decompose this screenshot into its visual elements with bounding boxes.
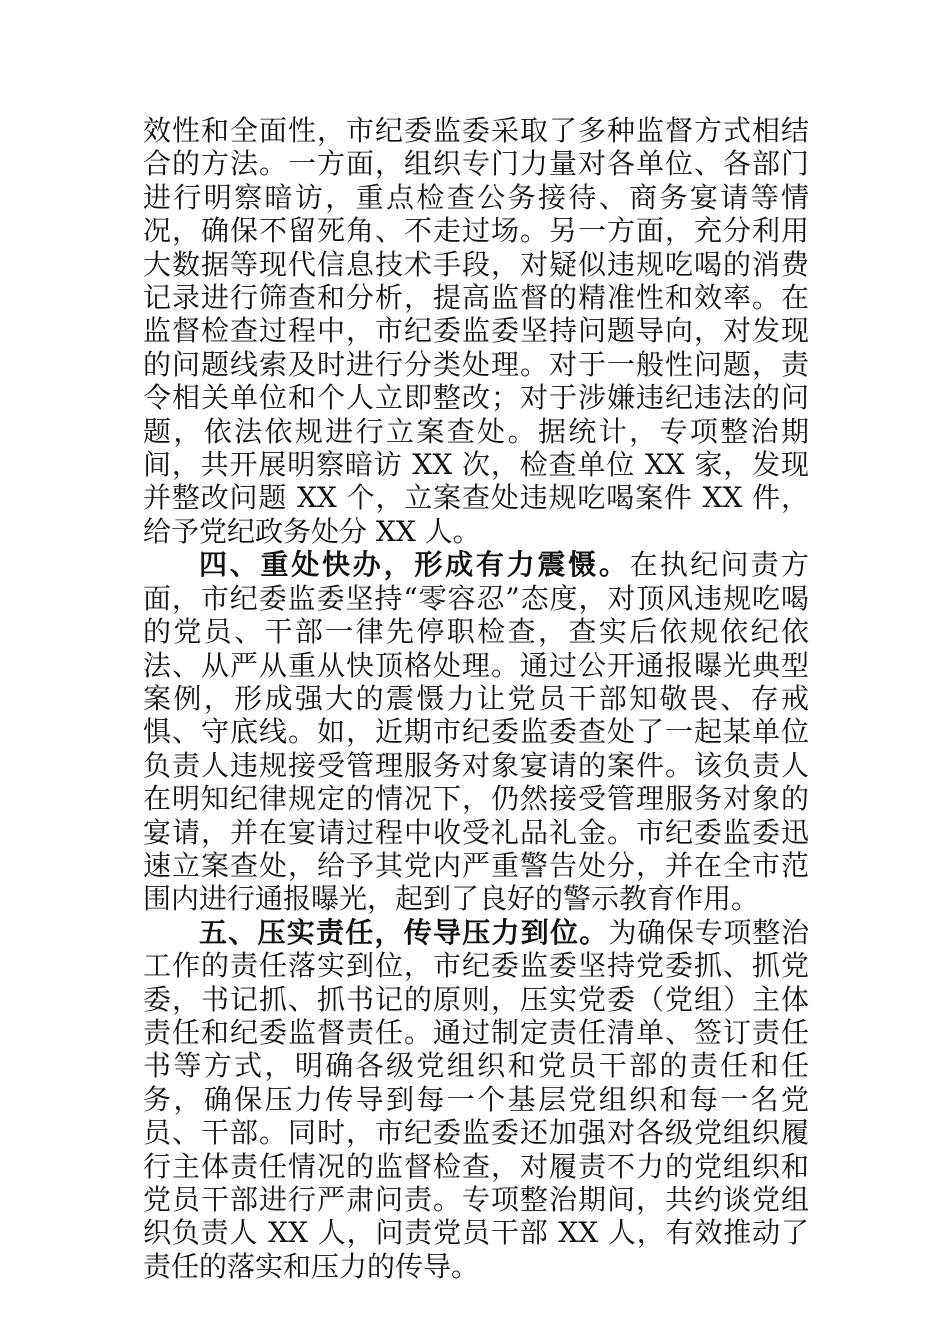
paragraph-text: 效性和全面性，市纪委监委采取了多种监督方式相结合的方法。一方面，组织专门力量对各单位、各部门进行明察暗访，重点检查公务接待、商务宴请等情况，确保不留死角、不走过场。另一方面，充分利用大数据等现代信息技术手段，对疑似违规吃喝的消费记录进行筛查和分析，提高监督的精准性和效率。在监督检查过程中，市纪委监委坚持问题导向，对发现的问题线索及时进行分类处理。对于一般性问题，责令相关单位和个人立即整改；对于涉嫌违纪违法的问题，依法依规进行立案查处。据统计，专项整治期间，共开展明察暗访 XX 次，检查单位 XX 家，发现并整改问题 XX 个，立案查处违规吃喝案件 XX 件，给予党纪政务处分 XX 人。 <box>143 114 809 548</box>
paragraph-continuation <box>143 114 809 548</box>
paragraph-text: 在执纪问责方面，市纪委监委坚持“零容忍”态度，对顶风违规吃喝的党员、干部一律先停职检查，查实后依规依纪依法、从严从重从快顶格处理。通过公开通报曝光典型案例，形成强大的震慑力让党员干部知敬畏、存戒惧、守底线。如，近期市纪委监委查处了一起某单位负责人违规接受管理服务对象宴请的案件。该负责人在明知纪律规定的情况下，仍然接受管理服务对象的宴请，并在宴请过程中收受礼品礼金。市纪委监委迅速立案查处，给予其党内严重警告处分，并在全市范围内进行通报曝光，起到了良好的警示教育作用。 <box>143 548 809 916</box>
document-body <box>143 114 809 1283</box>
paragraph-section-four <box>143 548 809 915</box>
paragraph-section-five <box>143 916 809 1283</box>
section-heading: 四、重处快办，形成有力震慑。 <box>199 548 630 582</box>
paragraph-text: 为确保专项整治工作的责任落实到位，市纪委监委坚持党委抓、抓党委，书记抓、抓书记的原则，压实党委（党组）主体责任和纪委监督责任。通过制定责任清单、签订责任书等方式，明确各级党组织和党员干部的责任和任务，确保压力传导到每一个基层党组织和每一名党员、干部。同时，市纪委监委还加强对各级党组织履行主体责任情况的监督检查，对履责不力的党组织和党员干部进行严肃问责。专项整治期间，共约谈党组织负责人 XX 人，问责党员干部 XX 人，有效推动了责任的落实和压力的传导。 <box>143 915 809 1283</box>
section-heading: 五、压实责任，传导压力到位。 <box>199 915 609 949</box>
